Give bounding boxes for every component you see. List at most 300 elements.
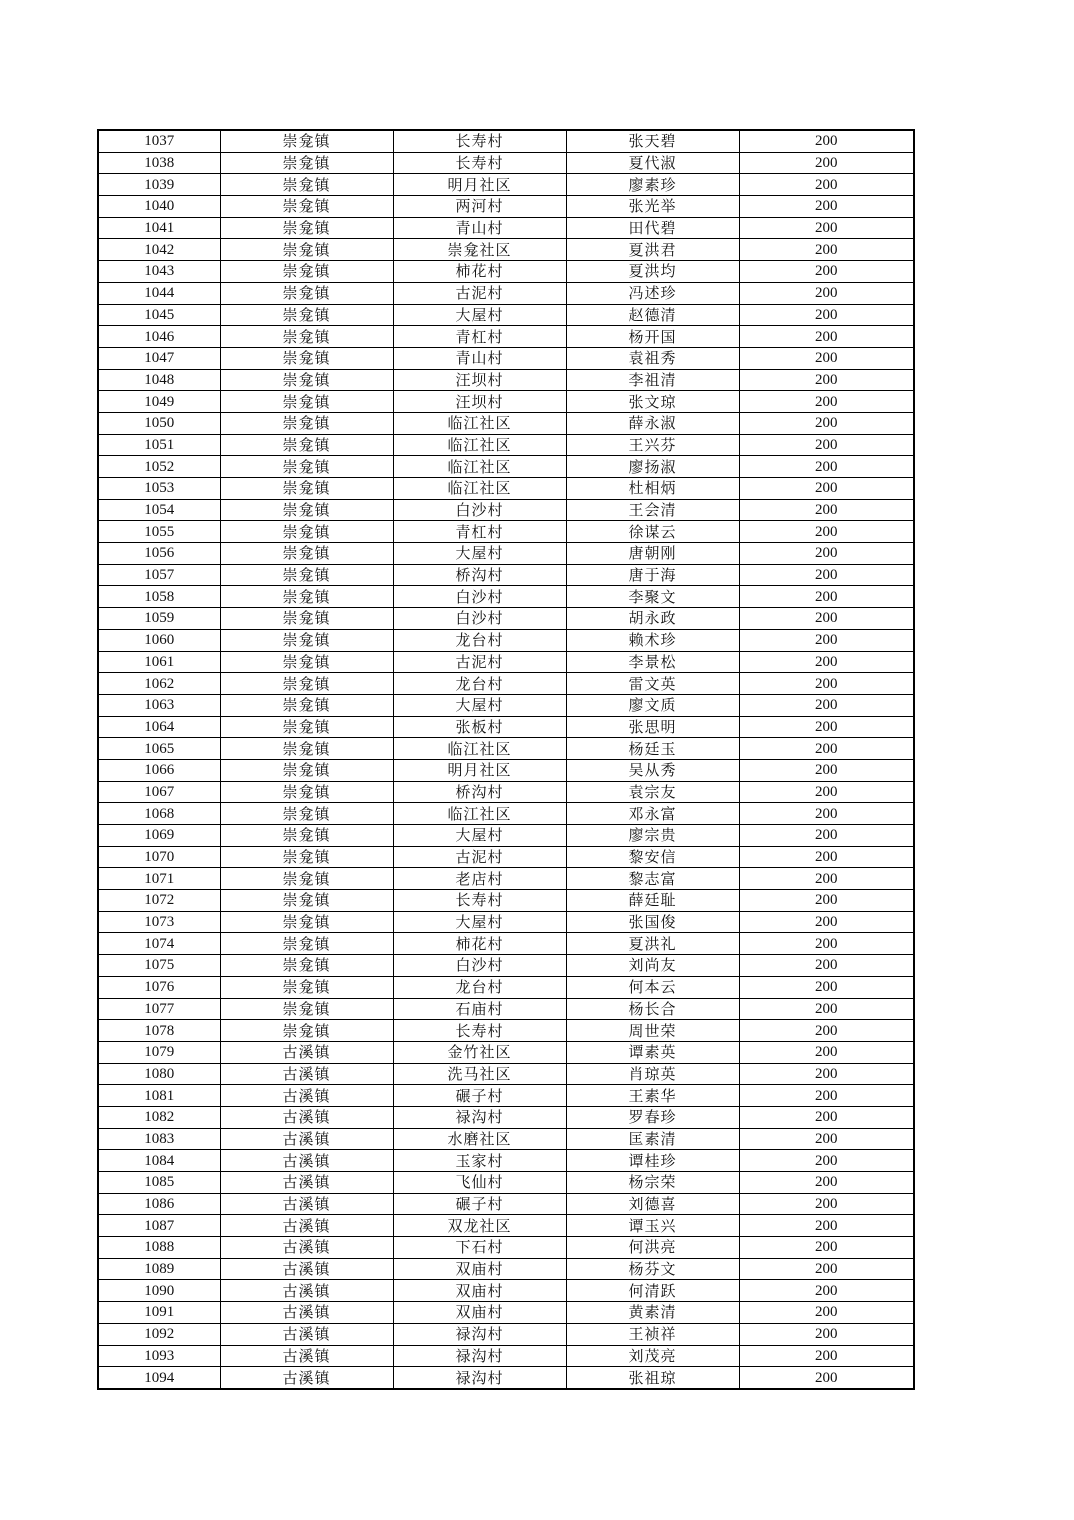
town-cell: 古溪镇 [220, 1172, 393, 1194]
town-cell: 崇龛镇 [220, 911, 393, 933]
town-cell: 崇龛镇 [220, 434, 393, 456]
town-cell: 古溪镇 [220, 1258, 393, 1280]
amount-cell: 200 [739, 955, 914, 977]
table-row [98, 326, 914, 348]
town-cell: 古溪镇 [220, 1280, 393, 1302]
village-cell: 双庙村 [393, 1258, 566, 1280]
table-row [98, 261, 914, 283]
village-cell: 禄沟村 [393, 1345, 566, 1367]
village-cell: 双庙村 [393, 1302, 566, 1324]
village-cell: 龙台村 [393, 976, 566, 998]
town-cell: 崇龛镇 [220, 391, 393, 413]
town-cell: 崇龛镇 [220, 673, 393, 695]
village-cell: 临江社区 [393, 456, 566, 478]
village-cell: 洗马社区 [393, 1063, 566, 1085]
village-cell: 汪坝村 [393, 391, 566, 413]
table-row [98, 152, 914, 174]
amount-cell: 200 [739, 1323, 914, 1345]
person-name-cell: 廖宗贵 [566, 825, 739, 847]
town-cell: 古溪镇 [220, 1193, 393, 1215]
town-cell: 崇龛镇 [220, 304, 393, 326]
serial-number-cell: 1046 [98, 326, 220, 348]
serial-number-cell: 1056 [98, 543, 220, 565]
serial-number-cell: 1078 [98, 1020, 220, 1042]
village-cell: 明月社区 [393, 759, 566, 781]
village-cell: 桥沟村 [393, 781, 566, 803]
village-cell: 临江社区 [393, 412, 566, 434]
table-row [98, 130, 914, 152]
town-cell: 崇龛镇 [220, 933, 393, 955]
town-cell: 古溪镇 [220, 1150, 393, 1172]
village-cell: 禄沟村 [393, 1323, 566, 1345]
person-name-cell: 唐朝刚 [566, 543, 739, 565]
town-cell: 崇龛镇 [220, 369, 393, 391]
village-cell: 两河村 [393, 196, 566, 218]
town-cell: 崇龛镇 [220, 976, 393, 998]
town-cell: 崇龛镇 [220, 564, 393, 586]
serial-number-cell: 1042 [98, 239, 220, 261]
serial-number-cell: 1069 [98, 825, 220, 847]
village-cell: 玉家村 [393, 1150, 566, 1172]
village-cell: 古泥村 [393, 846, 566, 868]
person-name-cell: 唐于海 [566, 564, 739, 586]
person-name-cell: 刘尚友 [566, 955, 739, 977]
village-cell: 临江社区 [393, 803, 566, 825]
town-cell: 崇龛镇 [220, 130, 393, 152]
serial-number-cell: 1057 [98, 564, 220, 586]
village-cell: 长寿村 [393, 890, 566, 912]
table-row [98, 564, 914, 586]
serial-number-cell: 1064 [98, 716, 220, 738]
serial-number-cell: 1058 [98, 586, 220, 608]
town-cell: 古溪镇 [220, 1128, 393, 1150]
person-name-cell: 冯述珍 [566, 282, 739, 304]
person-name-cell: 夏洪礼 [566, 933, 739, 955]
amount-cell: 200 [739, 911, 914, 933]
village-cell: 双龙社区 [393, 1215, 566, 1237]
person-name-cell: 夏洪均 [566, 261, 739, 283]
table-row [98, 456, 914, 478]
amount-cell: 200 [739, 1020, 914, 1042]
table-row [98, 347, 914, 369]
person-name-cell: 邓永富 [566, 803, 739, 825]
town-cell: 崇龛镇 [220, 608, 393, 630]
person-name-cell: 谭素英 [566, 1041, 739, 1063]
person-name-cell: 杨长合 [566, 998, 739, 1020]
table-row [98, 391, 914, 413]
person-name-cell: 廖扬淑 [566, 456, 739, 478]
town-cell: 古溪镇 [220, 1367, 393, 1389]
serial-number-cell: 1090 [98, 1280, 220, 1302]
village-cell: 禄沟村 [393, 1106, 566, 1128]
table-row [98, 1345, 914, 1367]
amount-cell: 200 [739, 1128, 914, 1150]
person-name-cell: 周世荣 [566, 1020, 739, 1042]
village-cell: 金竹社区 [393, 1041, 566, 1063]
town-cell: 崇龛镇 [220, 217, 393, 239]
town-cell: 崇龛镇 [220, 521, 393, 543]
amount-cell: 200 [739, 564, 914, 586]
person-name-cell: 谭玉兴 [566, 1215, 739, 1237]
village-cell: 白沙村 [393, 586, 566, 608]
amount-cell: 200 [739, 1150, 914, 1172]
town-cell: 崇龛镇 [220, 326, 393, 348]
person-name-cell: 吴从秀 [566, 759, 739, 781]
amount-cell: 200 [739, 412, 914, 434]
village-cell: 禄沟村 [393, 1367, 566, 1389]
table-row [98, 1323, 914, 1345]
table-row [98, 998, 914, 1020]
serial-number-cell: 1082 [98, 1106, 220, 1128]
amount-cell: 200 [739, 543, 914, 565]
town-cell: 古溪镇 [220, 1323, 393, 1345]
serial-number-cell: 1083 [98, 1128, 220, 1150]
table-body [98, 130, 914, 1389]
person-name-cell: 张光举 [566, 196, 739, 218]
table-row [98, 239, 914, 261]
person-name-cell: 刘茂亮 [566, 1345, 739, 1367]
serial-number-cell: 1039 [98, 174, 220, 196]
person-name-cell: 杨芬文 [566, 1258, 739, 1280]
person-name-cell: 杜相炳 [566, 478, 739, 500]
village-cell: 古泥村 [393, 282, 566, 304]
amount-cell: 200 [739, 868, 914, 890]
town-cell: 崇龛镇 [220, 825, 393, 847]
village-cell: 临江社区 [393, 738, 566, 760]
table-row [98, 499, 914, 521]
town-cell: 崇龛镇 [220, 694, 393, 716]
amount-cell: 200 [739, 651, 914, 673]
town-cell: 崇龛镇 [220, 174, 393, 196]
table-row [98, 521, 914, 543]
person-name-cell: 杨廷玉 [566, 738, 739, 760]
village-cell: 大屋村 [393, 543, 566, 565]
amount-cell: 200 [739, 1258, 914, 1280]
amount-cell: 200 [739, 130, 914, 152]
amount-cell: 200 [739, 239, 914, 261]
person-name-cell: 何清跃 [566, 1280, 739, 1302]
amount-cell: 200 [739, 1172, 914, 1194]
person-name-cell: 李祖清 [566, 369, 739, 391]
town-cell: 崇龛镇 [220, 781, 393, 803]
town-cell: 崇龛镇 [220, 716, 393, 738]
amount-cell: 200 [739, 1106, 914, 1128]
village-cell: 青山村 [393, 347, 566, 369]
village-cell: 大屋村 [393, 304, 566, 326]
serial-number-cell: 1044 [98, 282, 220, 304]
amount-cell: 200 [739, 846, 914, 868]
amount-cell: 200 [739, 998, 914, 1020]
serial-number-cell: 1071 [98, 868, 220, 890]
table-row [98, 911, 914, 933]
serial-number-cell: 1049 [98, 391, 220, 413]
village-cell: 大屋村 [393, 911, 566, 933]
town-cell: 古溪镇 [220, 1106, 393, 1128]
amount-cell: 200 [739, 1085, 914, 1107]
serial-number-cell: 1053 [98, 478, 220, 500]
table-row [98, 608, 914, 630]
amount-cell: 200 [739, 261, 914, 283]
village-cell: 碾子村 [393, 1193, 566, 1215]
serial-number-cell: 1068 [98, 803, 220, 825]
person-name-cell: 王素华 [566, 1085, 739, 1107]
serial-number-cell: 1067 [98, 781, 220, 803]
table-row [98, 1172, 914, 1194]
serial-number-cell: 1084 [98, 1150, 220, 1172]
person-name-cell: 赵德清 [566, 304, 739, 326]
amount-cell: 200 [739, 282, 914, 304]
amount-cell: 200 [739, 976, 914, 998]
village-cell: 长寿村 [393, 130, 566, 152]
village-cell: 碾子村 [393, 1085, 566, 1107]
person-name-cell: 王会清 [566, 499, 739, 521]
village-cell: 白沙村 [393, 955, 566, 977]
town-cell: 崇龛镇 [220, 499, 393, 521]
table-row [98, 1193, 914, 1215]
person-name-cell: 袁祖秀 [566, 347, 739, 369]
village-cell: 古泥村 [393, 651, 566, 673]
village-cell: 柿花村 [393, 933, 566, 955]
amount-cell: 200 [739, 803, 914, 825]
serial-number-cell: 1088 [98, 1237, 220, 1259]
village-cell: 临江社区 [393, 478, 566, 500]
table-row [98, 976, 914, 998]
serial-number-cell: 1077 [98, 998, 220, 1020]
town-cell: 崇龛镇 [220, 955, 393, 977]
table-row [98, 781, 914, 803]
town-cell: 崇龛镇 [220, 890, 393, 912]
person-name-cell: 张天碧 [566, 130, 739, 152]
serial-number-cell: 1070 [98, 846, 220, 868]
amount-cell: 200 [739, 586, 914, 608]
table-row [98, 846, 914, 868]
village-cell: 石庙村 [393, 998, 566, 1020]
serial-number-cell: 1037 [98, 130, 220, 152]
amount-cell: 200 [739, 1215, 914, 1237]
person-name-cell: 胡永政 [566, 608, 739, 630]
person-name-cell: 刘德喜 [566, 1193, 739, 1215]
town-cell: 崇龛镇 [220, 152, 393, 174]
serial-number-cell: 1094 [98, 1367, 220, 1389]
village-cell: 长寿村 [393, 152, 566, 174]
table-row [98, 803, 914, 825]
serial-number-cell: 1062 [98, 673, 220, 695]
serial-number-cell: 1086 [98, 1193, 220, 1215]
person-name-cell: 李景松 [566, 651, 739, 673]
amount-cell: 200 [739, 1063, 914, 1085]
village-cell: 汪坝村 [393, 369, 566, 391]
serial-number-cell: 1041 [98, 217, 220, 239]
amount-cell: 200 [739, 326, 914, 348]
amount-cell: 200 [739, 759, 914, 781]
village-cell: 水磨社区 [393, 1128, 566, 1150]
town-cell: 崇龛镇 [220, 759, 393, 781]
amount-cell: 200 [739, 499, 914, 521]
serial-number-cell: 1040 [98, 196, 220, 218]
person-name-cell: 匡素清 [566, 1128, 739, 1150]
amount-cell: 200 [739, 456, 914, 478]
town-cell: 崇龛镇 [220, 846, 393, 868]
person-name-cell: 王兴芬 [566, 434, 739, 456]
amount-cell: 200 [739, 933, 914, 955]
person-name-cell: 杨开国 [566, 326, 739, 348]
serial-number-cell: 1045 [98, 304, 220, 326]
village-cell: 明月社区 [393, 174, 566, 196]
person-name-cell: 赖术珍 [566, 629, 739, 651]
table-row [98, 304, 914, 326]
amount-cell: 200 [739, 738, 914, 760]
town-cell: 崇龛镇 [220, 456, 393, 478]
amount-cell: 200 [739, 1367, 914, 1389]
table-row [98, 369, 914, 391]
table-row [98, 955, 914, 977]
table-row [98, 825, 914, 847]
serial-number-cell: 1093 [98, 1345, 220, 1367]
table-row [98, 1367, 914, 1389]
serial-number-cell: 1074 [98, 933, 220, 955]
person-name-cell: 廖文质 [566, 694, 739, 716]
table-row [98, 1063, 914, 1085]
person-name-cell: 张文琼 [566, 391, 739, 413]
amount-cell: 200 [739, 1193, 914, 1215]
village-cell: 大屋村 [393, 825, 566, 847]
serial-number-cell: 1055 [98, 521, 220, 543]
village-cell: 龙台村 [393, 629, 566, 651]
village-cell: 双庙村 [393, 1280, 566, 1302]
table-row [98, 759, 914, 781]
person-name-cell: 王祯祥 [566, 1323, 739, 1345]
serial-number-cell: 1085 [98, 1172, 220, 1194]
beneficiary-table [97, 129, 915, 1390]
person-name-cell: 黎安信 [566, 846, 739, 868]
town-cell: 崇龛镇 [220, 1020, 393, 1042]
table-row [98, 1215, 914, 1237]
table-row [98, 933, 914, 955]
amount-cell: 200 [739, 694, 914, 716]
person-name-cell: 张思明 [566, 716, 739, 738]
table-row [98, 174, 914, 196]
village-cell: 长寿村 [393, 1020, 566, 1042]
village-cell: 大屋村 [393, 694, 566, 716]
town-cell: 古溪镇 [220, 1063, 393, 1085]
person-name-cell: 杨宗荣 [566, 1172, 739, 1194]
amount-cell: 200 [739, 825, 914, 847]
serial-number-cell: 1066 [98, 759, 220, 781]
village-cell: 青杠村 [393, 326, 566, 348]
town-cell: 崇龛镇 [220, 738, 393, 760]
serial-number-cell: 1079 [98, 1041, 220, 1063]
amount-cell: 200 [739, 174, 914, 196]
table-row [98, 673, 914, 695]
town-cell: 古溪镇 [220, 1041, 393, 1063]
person-name-cell: 夏洪君 [566, 239, 739, 261]
person-name-cell: 黎志富 [566, 868, 739, 890]
village-cell: 白沙村 [393, 499, 566, 521]
table-row [98, 651, 914, 673]
person-name-cell: 李聚文 [566, 586, 739, 608]
person-name-cell: 肖琼英 [566, 1063, 739, 1085]
village-cell: 青山村 [393, 217, 566, 239]
table-row [98, 1237, 914, 1259]
table-row [98, 282, 914, 304]
village-cell: 崇龛社区 [393, 239, 566, 261]
amount-cell: 200 [739, 608, 914, 630]
town-cell: 崇龛镇 [220, 239, 393, 261]
amount-cell: 200 [739, 478, 914, 500]
village-cell: 青杠村 [393, 521, 566, 543]
serial-number-cell: 1080 [98, 1063, 220, 1085]
table-row [98, 217, 914, 239]
amount-cell: 200 [739, 890, 914, 912]
village-cell: 老店村 [393, 868, 566, 890]
village-cell: 下石村 [393, 1237, 566, 1259]
serial-number-cell: 1054 [98, 499, 220, 521]
amount-cell: 200 [739, 629, 914, 651]
table-row [98, 1302, 914, 1324]
town-cell: 崇龛镇 [220, 586, 393, 608]
person-name-cell: 雷文英 [566, 673, 739, 695]
serial-number-cell: 1081 [98, 1085, 220, 1107]
amount-cell: 200 [739, 391, 914, 413]
person-name-cell: 何本云 [566, 976, 739, 998]
amount-cell: 200 [739, 369, 914, 391]
village-cell: 张板村 [393, 716, 566, 738]
serial-number-cell: 1050 [98, 412, 220, 434]
town-cell: 崇龛镇 [220, 196, 393, 218]
amount-cell: 200 [739, 1041, 914, 1063]
table-row [98, 1280, 914, 1302]
person-name-cell: 薛廷耻 [566, 890, 739, 912]
town-cell: 古溪镇 [220, 1237, 393, 1259]
serial-number-cell: 1060 [98, 629, 220, 651]
serial-number-cell: 1089 [98, 1258, 220, 1280]
table-row [98, 196, 914, 218]
amount-cell: 200 [739, 434, 914, 456]
serial-number-cell: 1061 [98, 651, 220, 673]
table-row [98, 1085, 914, 1107]
person-name-cell: 袁宗友 [566, 781, 739, 803]
amount-cell: 200 [739, 217, 914, 239]
serial-number-cell: 1052 [98, 456, 220, 478]
serial-number-cell: 1073 [98, 911, 220, 933]
town-cell: 崇龛镇 [220, 543, 393, 565]
table-row [98, 543, 914, 565]
table-row [98, 1106, 914, 1128]
table-row [98, 738, 914, 760]
town-cell: 崇龛镇 [220, 629, 393, 651]
person-name-cell: 罗春珍 [566, 1106, 739, 1128]
table-row [98, 412, 914, 434]
amount-cell: 200 [739, 152, 914, 174]
village-cell: 龙台村 [393, 673, 566, 695]
serial-number-cell: 1047 [98, 347, 220, 369]
data-sheet [97, 129, 915, 1390]
town-cell: 崇龛镇 [220, 998, 393, 1020]
serial-number-cell: 1059 [98, 608, 220, 630]
table-row [98, 1128, 914, 1150]
serial-number-cell: 1038 [98, 152, 220, 174]
town-cell: 崇龛镇 [220, 282, 393, 304]
amount-cell: 200 [739, 1280, 914, 1302]
town-cell: 崇龛镇 [220, 651, 393, 673]
town-cell: 崇龛镇 [220, 412, 393, 434]
table-row [98, 1150, 914, 1172]
person-name-cell: 薛永淑 [566, 412, 739, 434]
village-cell: 临江社区 [393, 434, 566, 456]
town-cell: 古溪镇 [220, 1085, 393, 1107]
person-name-cell: 夏代淑 [566, 152, 739, 174]
person-name-cell: 田代碧 [566, 217, 739, 239]
